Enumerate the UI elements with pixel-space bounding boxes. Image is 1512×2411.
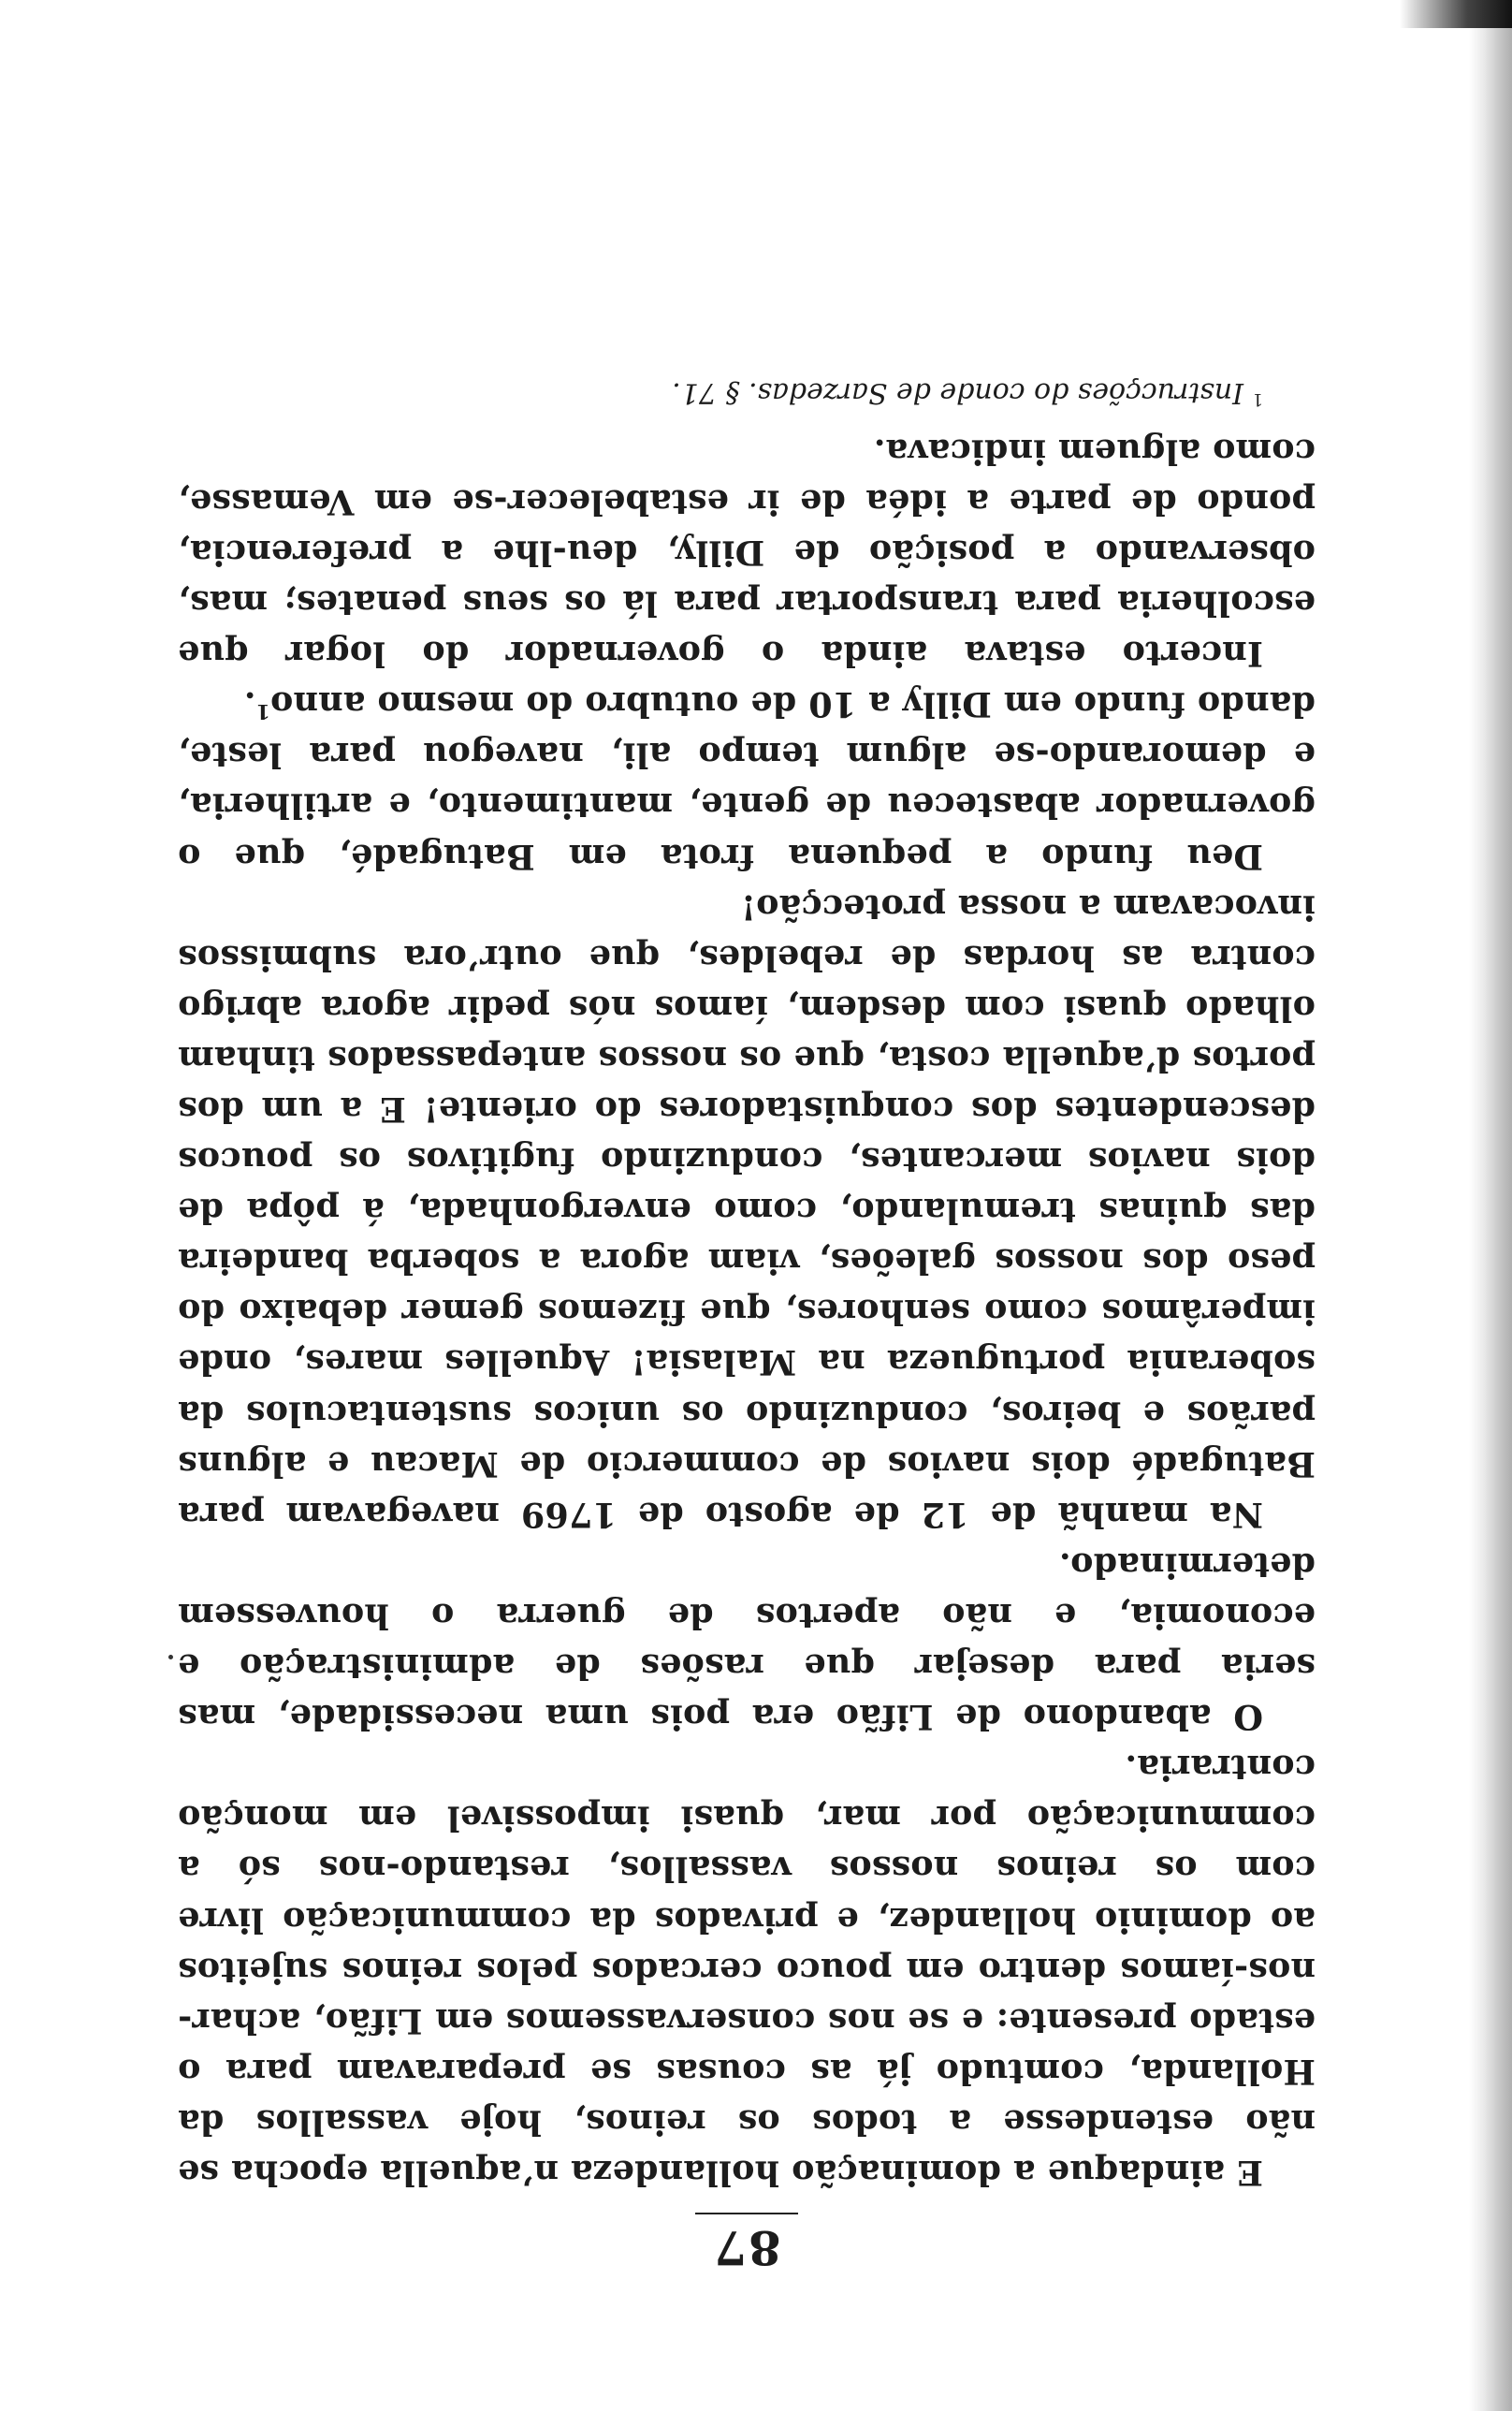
- page-number: 87: [712, 2220, 781, 2275]
- page-number-rule: [695, 2213, 798, 2214]
- paragraph-3: Na manhã de 12 de agosto de 1769 navegavam para Batugadé dois navios de commercio de Macau e alguns parãos e beiros, conduzindo os unicos sustentaculos da soberania portugueza na Malasia! Aquelles mares, onde imperâmos como senhores, que fizemos gemer debaixo do peso dos nossos galeões, viam agora a soberba bandeira das quinas tremulando, como envergonhada, á pôpa de dois navios mercantes, conduzindo fugitivos os poucos descendentes dos conquistadores do oriente! E a um dos portos d’aquella costa, que os nossos antepassados tinham olhado quasi com desdem, íamos nós pedir agora abrigo contra as hordas de rebeldes, que outr’ora submissos invocavam a nossa protecção!: [178, 886, 1316, 1535]
- footnote: [178, 373, 1316, 411]
- page-content: [178, 373, 1316, 2275]
- body-text: [178, 426, 1316, 2198]
- paragraph-4: [178, 679, 1316, 881]
- paragraph-4-text: Deu fundo a pequena frota em Batugadé, que o governador abasteceu de gente, mantimento, e artilheria, e demorando-se algum tempo ali, navegou para leste, dando fundo em Dilly a 10 de outubro do mesmo anno: [178, 684, 1316, 877]
- note-reference: 1: [255, 699, 270, 724]
- footnote-marker: 1: [1252, 388, 1263, 409]
- paragraph-2: O abandono de Lifão era pois uma necessidade, mas seria para desejar que rasões de administração e economia, e não apertos de guerra o houvessem determinado.: [178, 1544, 1316, 1738]
- footnote-text: Instrucções do conde de Sarzedas. § 71.: [672, 375, 1243, 409]
- paragraph-1: E aindaque a dominação hollandeza n’aquella epocha se não estendesse a todos os reinos, hoje vassallos da Hollanda, comtudo já as cousas se preparavam para o estado presente: e se nos conservassemos em Lifão, achar-nos-íamos dentro em pouco cercados pelos reinos sujeitos ao dominio hollandez, e privados da communicação livre com os reinos nossos vassallos, restando-nos só a communicação por mar, quasi impossivel em monção contraria.: [178, 1747, 1316, 2193]
- paragraph-5: Incerto estava ainda o governador do logar que escolheria para transportar para lá os seus penates; mas, observando a posição de Dilly, deu-lhe a preferencia, pondo de parte a idéa de ir estabelecer-se em Vemasse, como alguem indicava.: [178, 431, 1316, 675]
- paragraph-4-end: .: [243, 684, 256, 725]
